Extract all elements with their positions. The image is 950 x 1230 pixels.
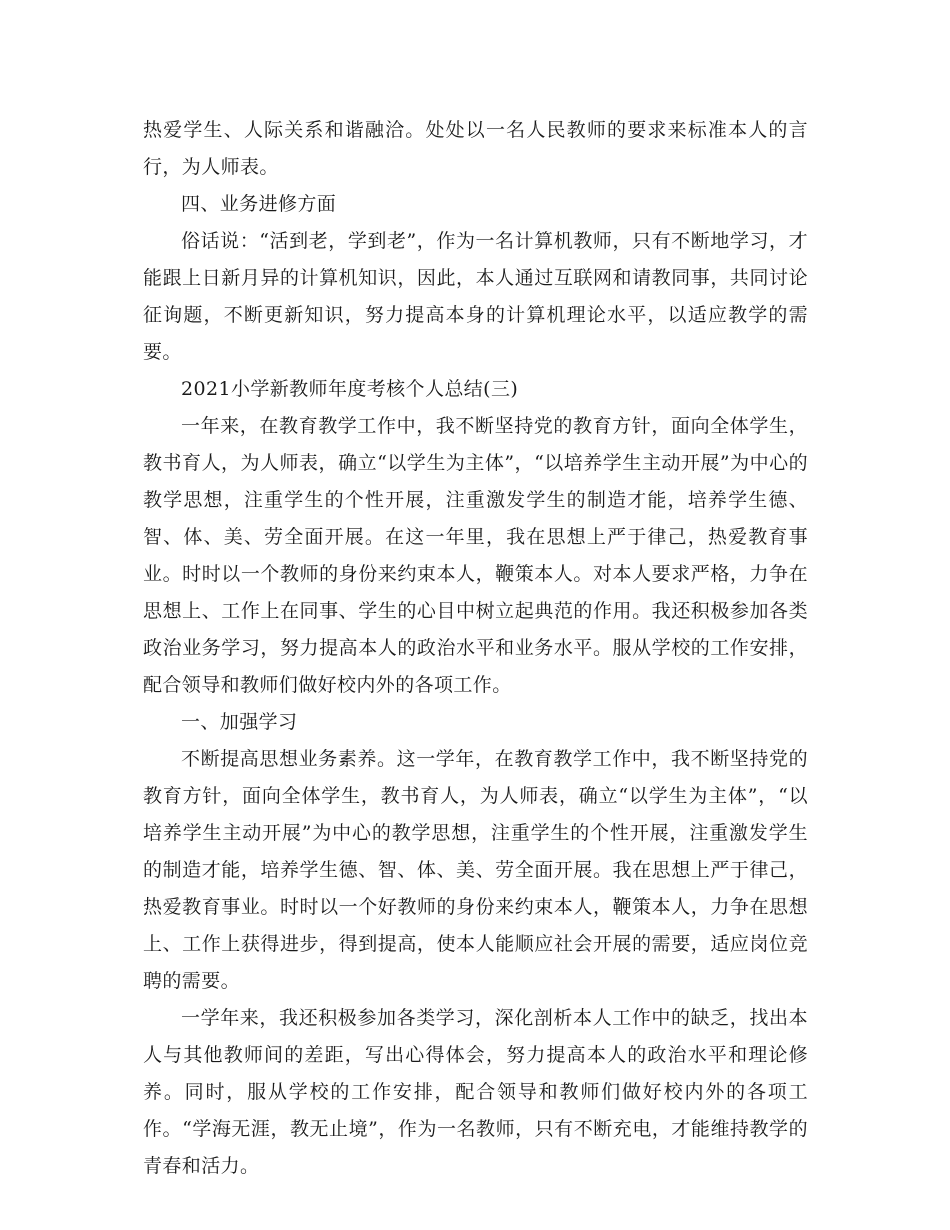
paragraph: 俗话说：“活到老，学到老”，作为一名计算机教师，只有不断地学习，才能跟上日新月异的计算机知识，因此，本人通过互联网和请教同事，共同讨论征询题，不断更新知识，努力提高本身的计算机理论水平，以适应教学的需要。 bbox=[143, 230, 808, 363]
section-heading: 一、加强学习 bbox=[181, 711, 298, 733]
paragraph: 一年来，在教育教学工作中，我不断坚持党的教育方针，面向全体学生，教书育人，为人师表，确立“以学生为主体”，“以培养学生主动开展”为中心的教学思想，注重学生的个性开展，注重激发学生的制造才能，培养学生德、智、体、美、劳全面开展。在这一年里，我在思想上严于律己，热爱教育事业。时时以一个教师的身份来约束本人，鞭策本人。对本人要求严格，力争在思想上、工作上在同事、学生的心目中树立起典范的作用。我还积极参加各类政治业务学习，努力提高本人的政治水平和业务水平。服从学校的工作安排，配合领导和教师们做好校内外的各项工作。 bbox=[143, 415, 808, 696]
document-title: 2021小学新教师年度考核个人总结(三) bbox=[181, 378, 519, 400]
paragraph: 热爱学生、人际关系和谐融洽。处处以一名人民教师的要求来标准本人的言行，为人师表。 bbox=[143, 119, 808, 178]
document-body bbox=[143, 112, 808, 1185]
section-heading: 四、业务进修方面 bbox=[181, 193, 337, 215]
paragraph: 不断提高思想业务素养。这一学年，在教育教学工作中，我不断坚持党的教育方针，面向全体学生，教书育人，为人师表，确立“以学生为主体”，“以培养学生主动开展”为中心的教学思想，注重学生的个性开展，注重激发学生的制造才能，培养学生德、智、体、美、劳全面开展。我在思想上严于律己，热爱教育事业。时时以一个好教师的身份来约束本人，鞭策本人，力争在思想上、工作上获得进步，得到提高，使本人能顺应社会开展的需要，适应岗位竞聘的需要。 bbox=[143, 748, 808, 992]
paragraph: 一学年来，我还积极参加各类学习，深化剖析本人工作中的缺乏，找出本人与其他教师间的差距，写出心得体会，努力提高本人的政治水平和理论修养。同时，服从学校的工作安排，配合领导和教师们做好校内外的各项工作。“学海无涯，教无止境”，作为一名教师，只有不断充电，才能维持教学的青春和活力。 bbox=[143, 1007, 808, 1177]
